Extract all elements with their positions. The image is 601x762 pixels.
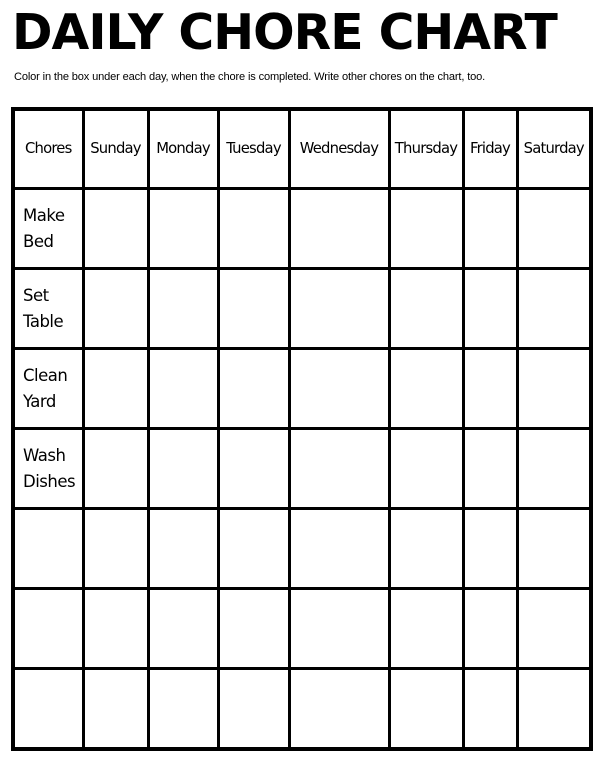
chore-cell-blank-1-sunday[interactable] xyxy=(83,509,148,589)
chore-cell-make-bed-tuesday[interactable] xyxy=(218,189,289,269)
chore-cell-clean-yard-wednesday[interactable] xyxy=(289,349,389,429)
chore-cell-clean-yard-friday[interactable] xyxy=(463,349,517,429)
instructions-text: Color in the box under each day, when the chore is completed. Write other chores on the chart, too. xyxy=(14,71,486,83)
chore-label-wash-dishes xyxy=(13,429,83,509)
chore-row-clean-yard xyxy=(13,349,591,429)
chore-cell-blank-3-sunday[interactable] xyxy=(83,669,148,749)
header-friday: Friday xyxy=(463,109,517,189)
chore-row-blank-1 xyxy=(13,509,591,589)
chore-cell-blank-3-tuesday[interactable] xyxy=(218,669,289,749)
chore-label-line: Set xyxy=(23,285,49,305)
chore-label-set-table xyxy=(13,269,83,349)
chore-label-clean-yard xyxy=(13,349,83,429)
chore-cell-blank-1-friday[interactable] xyxy=(463,509,517,589)
chore-cell-blank-3-monday[interactable] xyxy=(148,669,218,749)
chore-cell-blank-2-thursday[interactable] xyxy=(389,589,463,669)
chore-cell-make-bed-thursday[interactable] xyxy=(389,189,463,269)
header-row xyxy=(13,109,591,189)
chore-cell-wash-dishes-thursday[interactable] xyxy=(389,429,463,509)
chore-cell-wash-dishes-friday[interactable] xyxy=(463,429,517,509)
chore-cell-blank-1-thursday[interactable] xyxy=(389,509,463,589)
chore-label-line: Table xyxy=(23,311,64,331)
chore-cell-blank-3-thursday[interactable] xyxy=(389,669,463,749)
chore-cell-blank-1-wednesday[interactable] xyxy=(289,509,389,589)
chore-cell-make-bed-monday[interactable] xyxy=(148,189,218,269)
chore-row-blank-3 xyxy=(13,669,591,749)
chore-cell-set-table-sunday[interactable] xyxy=(83,269,148,349)
chore-row-blank-2 xyxy=(13,589,591,669)
chore-row-set-table xyxy=(13,269,591,349)
chore-cell-set-table-thursday[interactable] xyxy=(389,269,463,349)
chore-cell-blank-3-friday[interactable] xyxy=(463,669,517,749)
chore-cell-wash-dishes-sunday[interactable] xyxy=(83,429,148,509)
chore-cell-clean-yard-saturday[interactable] xyxy=(517,349,591,429)
chore-label-line: Bed xyxy=(23,231,54,251)
chore-label-line: Clean xyxy=(23,365,68,385)
header-tuesday: Tuesday xyxy=(218,109,289,189)
chore-label-line: Dishes xyxy=(23,471,76,491)
header-monday: Monday xyxy=(148,109,218,189)
chore-cell-make-bed-sunday[interactable] xyxy=(83,189,148,269)
header-wednesday: Wednesday xyxy=(289,109,389,189)
chore-cell-set-table-tuesday[interactable] xyxy=(218,269,289,349)
header-saturday: Saturday xyxy=(517,109,591,189)
chore-cell-blank-1-tuesday[interactable] xyxy=(218,509,289,589)
chore-cell-wash-dishes-wednesday[interactable] xyxy=(289,429,389,509)
chore-chart-table xyxy=(11,107,593,751)
header-sunday: Sunday xyxy=(83,109,148,189)
chore-label-line: Make xyxy=(23,205,65,225)
chore-cell-make-bed-wednesday[interactable] xyxy=(289,189,389,269)
chore-label-make-bed xyxy=(13,189,83,269)
chore-cell-wash-dishes-saturday[interactable] xyxy=(517,429,591,509)
chore-cell-wash-dishes-monday[interactable] xyxy=(148,429,218,509)
chore-cell-blank-3-wednesday[interactable] xyxy=(289,669,389,749)
chore-cell-blank-1-monday[interactable] xyxy=(148,509,218,589)
chore-cell-set-table-friday[interactable] xyxy=(463,269,517,349)
chore-cell-blank-2-monday[interactable] xyxy=(148,589,218,669)
chore-cell-blank-1-saturday[interactable] xyxy=(517,509,591,589)
header-thursday: Thursday xyxy=(389,109,463,189)
chore-cell-clean-yard-monday[interactable] xyxy=(148,349,218,429)
chore-cell-set-table-wednesday[interactable] xyxy=(289,269,389,349)
chore-cell-blank-2-wednesday[interactable] xyxy=(289,589,389,669)
chore-row-make-bed xyxy=(13,189,591,269)
chore-cell-set-table-monday[interactable] xyxy=(148,269,218,349)
chore-cell-blank-3-saturday[interactable] xyxy=(517,669,591,749)
chore-cell-make-bed-saturday[interactable] xyxy=(517,189,591,269)
chore-cell-blank-2-tuesday[interactable] xyxy=(218,589,289,669)
chore-cell-make-bed-friday[interactable] xyxy=(463,189,517,269)
chore-cell-blank-2-friday[interactable] xyxy=(463,589,517,669)
page-title: DAILY CHORE CHART xyxy=(12,4,557,61)
chore-label-blank-1[interactable] xyxy=(13,509,83,589)
chore-cell-blank-2-saturday[interactable] xyxy=(517,589,591,669)
header-chores: Chores xyxy=(13,109,83,189)
chore-cell-set-table-saturday[interactable] xyxy=(517,269,591,349)
chore-label-line: Wash xyxy=(23,445,66,465)
chore-cell-clean-yard-tuesday[interactable] xyxy=(218,349,289,429)
chore-label-blank-2[interactable] xyxy=(13,589,83,669)
chore-cell-blank-2-sunday[interactable] xyxy=(83,589,148,669)
chore-label-blank-3[interactable] xyxy=(13,669,83,749)
chore-label-line: Yard xyxy=(23,391,56,411)
chore-cell-wash-dishes-tuesday[interactable] xyxy=(218,429,289,509)
chore-cell-clean-yard-thursday[interactable] xyxy=(389,349,463,429)
chore-cell-clean-yard-sunday[interactable] xyxy=(83,349,148,429)
chore-row-wash-dishes xyxy=(13,429,591,509)
